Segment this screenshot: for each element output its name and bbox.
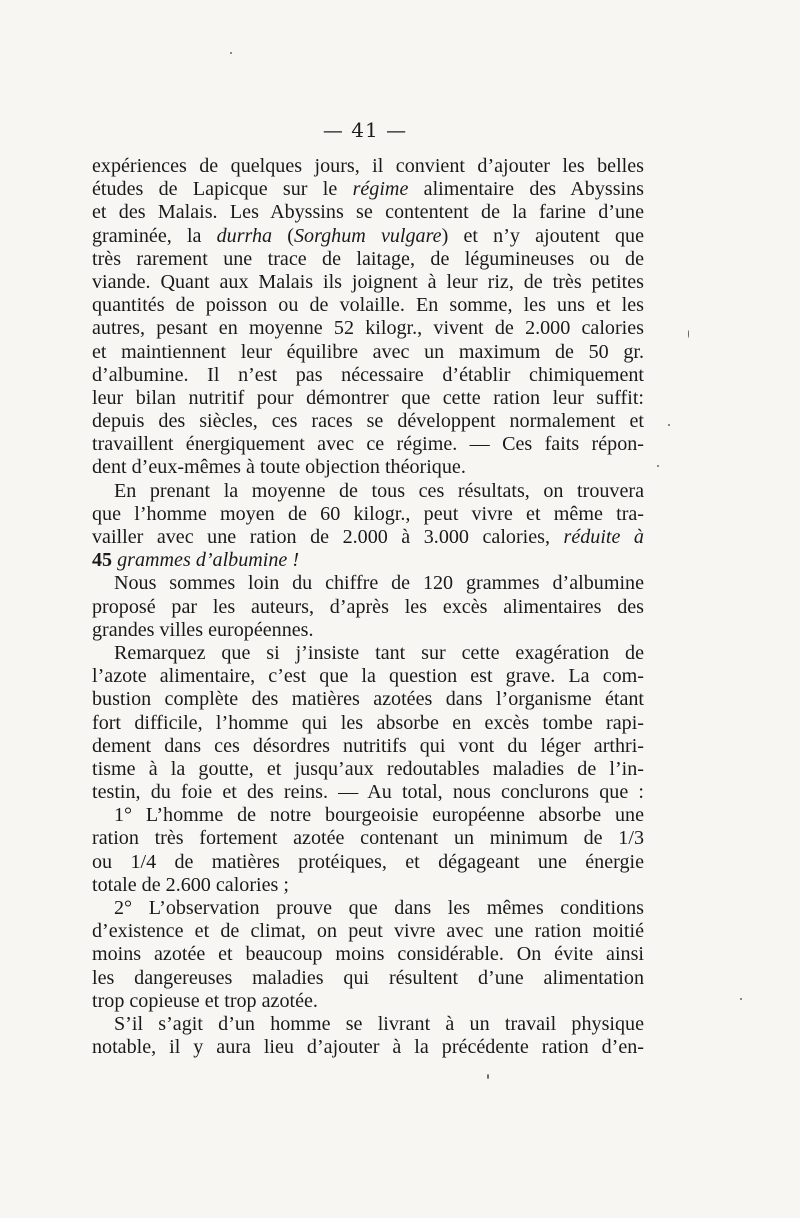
text-line [92, 990, 644, 1013]
text-segment: Nous sommes loin du chiffre de 120 grammes d’albumine [114, 572, 644, 595]
text-segment: moins azotée et beaucoup moins considérable. On évite ainsi [92, 943, 644, 966]
text-line [92, 317, 644, 340]
text-segment: 2° L’observation prouve que dans les mêmes conditions [114, 897, 644, 919]
text-segment: testin, du foie et des reins. — Au total, nous conclurons que : [92, 781, 644, 804]
text-line [92, 804, 644, 827]
text-line [92, 526, 644, 549]
text-line [92, 480, 644, 503]
text-line [92, 178, 644, 201]
text-segment: depuis des siècles, ces races se développent normalement et [92, 410, 644, 433]
text-line [92, 225, 644, 248]
text-line [92, 967, 644, 990]
text-segment: expériences de quelques jours, il convient d’ajouter les belles [92, 155, 644, 177]
text-line [92, 364, 644, 387]
text-line [92, 943, 644, 966]
text-segment: l’azote alimentaire, c’est que la question est grave. La com- [92, 665, 644, 688]
text-segment: ( [272, 224, 294, 247]
text-segment: graminée, la [92, 224, 217, 247]
text-line [92, 248, 644, 271]
text-segment: les dangereuses maladies qui résultent d’une alimentation [92, 966, 644, 989]
page-number: — 41 — [322, 118, 408, 142]
text-line [92, 874, 644, 897]
text-line [92, 665, 644, 688]
text-segment: dement dans ces désordres nutritifs qui vont du léger arthri- [92, 734, 644, 757]
text-segment: totale de 2.600 calories ; [92, 873, 289, 896]
text-segment: alimentaire des Abyssins [408, 178, 644, 201]
text-line [92, 201, 644, 224]
text-line [92, 781, 644, 804]
text-line [92, 758, 644, 781]
text-segment: 45 [92, 549, 113, 572]
text-segment: bustion complète des matières azotées dans l’organisme étant [92, 688, 644, 711]
text-line [92, 503, 644, 526]
text-line [92, 456, 644, 479]
text-segment: 1° L’homme de notre bourgeoisie européenne absorbe une [114, 804, 644, 827]
text-segment: leur bilan nutritif pour démontrer que cette ration leur suffit: [92, 386, 644, 409]
text-segment: très rarement une trace de laitage, de légumineuses ou de [92, 247, 644, 270]
text-line [92, 271, 644, 294]
paper-speck [487, 1074, 489, 1079]
text-line [92, 897, 644, 920]
paper-speck [657, 465, 659, 467]
text-line [92, 387, 644, 410]
text-line [92, 735, 644, 758]
text-segment: tisme à la goutte, et jusqu’aux redoutables maladies de l’in- [92, 757, 644, 780]
paper-speck [740, 998, 742, 1000]
text-segment: viande. Quant aux Malais ils joignent à leur riz, de très petites [92, 270, 644, 293]
text-line [92, 572, 644, 595]
text-line [92, 294, 644, 317]
text-line [92, 920, 644, 943]
text-segment: durrha [216, 224, 273, 247]
text-segment: En prenant la moyenne de tous ces résultats, on trouvera [114, 479, 644, 502]
text-segment: trop copieuse et trop azotée. [92, 989, 318, 1012]
text-segment: grammes d’albumine ! [112, 549, 300, 572]
text-segment: Sorghum vulgare [293, 224, 442, 247]
text-segment: ration très fortement azotée contenant un minimum de 1/3 [92, 827, 644, 850]
text-segment: autres, pesant en moyenne 52 kilogr., vivent de 2.000 calories [92, 317, 644, 340]
text-line [92, 1013, 644, 1036]
paper-speck [230, 52, 232, 54]
text-line [92, 155, 644, 178]
text-line [92, 433, 644, 456]
text-segment: fort difficile, l’homme qui les absorbe en excès tombe rapi- [92, 711, 644, 734]
text-segment: quantités de poisson ou de volaille. En somme, les uns et les [92, 294, 644, 317]
text-line [92, 851, 644, 874]
text-segment: grandes villes européennes. [92, 618, 314, 641]
text-segment: proposé par les auteurs, d’après les excès alimentaires des [92, 595, 644, 618]
text-segment: et maintiennent leur équilibre avec un maximum de 50 gr. [92, 340, 644, 363]
text-segment: travaillent énergiquement avec ce régime. — Ces faits répon- [92, 433, 644, 456]
text-line [92, 712, 644, 735]
text-line [92, 549, 644, 572]
text-line [92, 827, 644, 850]
text-segment: notable, il y aura lieu d’ajouter à la précédente ration d’en- [92, 1036, 644, 1059]
body-text [92, 155, 644, 1059]
text-segment: Remarquez que si j’insiste tant sur cette exagération de [114, 641, 644, 664]
paper-speck [668, 424, 670, 426]
text-segment: S’il s’agit d’un homme se livrant à un travail physique [114, 1012, 644, 1035]
text-segment: d’existence et de climat, on peut vivre avec une ration moitié [92, 920, 644, 943]
text-segment: que l’homme moyen de 60 kilogr., peut vivre et même tra- [92, 502, 644, 525]
text-segment: études de Lapicque sur le [92, 178, 353, 201]
text-segment: vailler avec une ration de 2.000 à 3.000 calories, [92, 526, 564, 548]
text-line [92, 619, 644, 642]
text-segment: et des Malais. Les Abyssins se contentent de la farine d’une [92, 201, 644, 224]
text-segment: réduite à [563, 526, 644, 548]
text-segment: ) et n’y ajoutent que [441, 224, 645, 247]
text-segment: d’albumine. Il n’est pas nécessaire d’établir chimiquement [92, 363, 644, 386]
text-segment: ou 1/4 de matières protéiques, et dégageant une énergie [92, 850, 644, 873]
text-segment: dent d’eux-mêmes à toute objection théorique. [92, 456, 466, 479]
text-line [92, 596, 644, 619]
text-line [92, 341, 644, 364]
text-segment: régime [352, 178, 409, 201]
text-line [92, 410, 644, 433]
paper-speck [688, 330, 689, 338]
text-line [92, 1036, 644, 1059]
text-line [92, 688, 644, 711]
text-line [92, 642, 644, 665]
